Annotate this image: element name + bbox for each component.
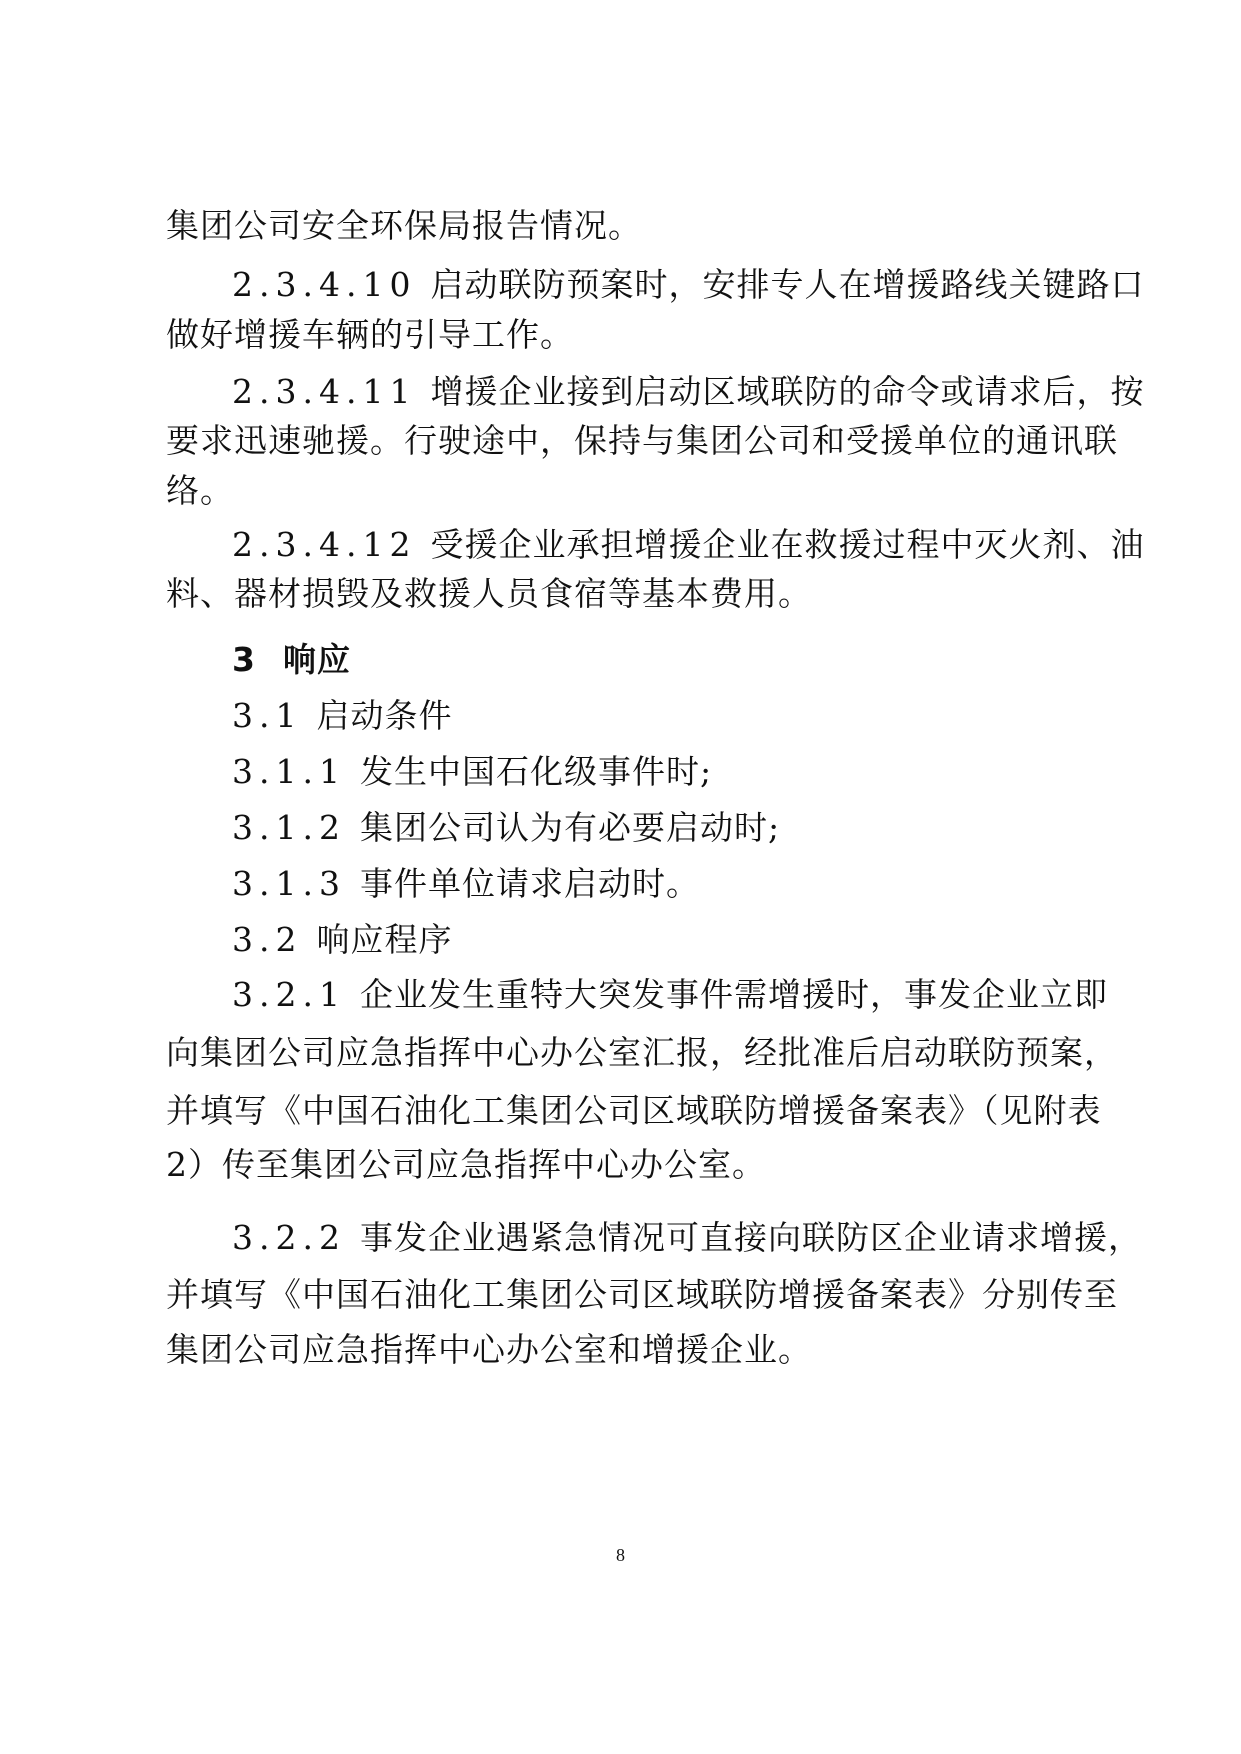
paragraph-2-3-4-10 xyxy=(232,265,1152,305)
section-title: 启动条件 xyxy=(316,696,453,735)
clause-text: 受援企业承担增援企业在救援过程中灭火剂、油 xyxy=(430,525,1145,564)
paragraph-2-3-4-12 xyxy=(232,525,1152,565)
clause-number: 3.1.1 xyxy=(232,752,346,791)
page-number: 8 xyxy=(616,1545,625,1565)
clause-3-1-2 xyxy=(232,808,1152,848)
text-line xyxy=(166,1091,1102,1131)
text-line xyxy=(166,471,1086,511)
clause-text: 发生中国石化级事件时; xyxy=(359,752,713,791)
section-title: 响应程序 xyxy=(316,920,453,959)
text-line xyxy=(166,1275,1118,1315)
text: 集团公司应急指挥中心办公室和增援企业。 xyxy=(166,1330,812,1369)
text-line xyxy=(166,1033,1118,1073)
clause-3-1-1 xyxy=(232,752,1152,792)
text: 集团公司安全环保局报告情况。 xyxy=(166,206,642,245)
text-line xyxy=(166,1145,1086,1185)
clause-3-2-2 xyxy=(232,1218,1152,1258)
subsection-3-1 xyxy=(232,696,1152,736)
text-line xyxy=(166,1330,1086,1370)
clause-number: 3.2.1 xyxy=(232,975,346,1014)
text: 做好增援车辆的引导工作。 xyxy=(166,315,574,354)
text: 并填写《中国石油化工集团公司区域联防增援备案表》分别传至 xyxy=(166,1275,1118,1314)
text-line xyxy=(166,421,1118,461)
clause-number: 3.2.2 xyxy=(232,1218,346,1257)
section-heading-3 xyxy=(232,640,1152,680)
clause-number: 2.3.4.10 xyxy=(232,265,417,304)
clause-number: 3.1.2 xyxy=(232,808,346,847)
subsection-3-2 xyxy=(232,920,1152,960)
section-number: 3.2 xyxy=(232,920,303,959)
clause-3-1-3 xyxy=(232,864,1152,904)
clause-text: 集团公司认为有必要启动时; xyxy=(359,808,781,847)
text: 并填写《中国石油化工集团公司区域联防增援备案表》（见附表 xyxy=(166,1091,1102,1130)
clause-text: 事件单位请求启动时。 xyxy=(359,864,700,903)
clause-text: 事发企业遇紧急情况可直接向联防区企业请求增援， xyxy=(359,1218,1142,1257)
text: 要求迅速驰援。行驶途中，保持与集团公司和受援单位的通讯联 xyxy=(166,421,1118,460)
section-number: 3.1 xyxy=(232,696,303,735)
text: 络。 xyxy=(166,471,234,510)
text: 向集团公司应急指挥中心办公室汇报，经批准后启动联防预案， xyxy=(166,1033,1118,1072)
clause-number: 3.1.3 xyxy=(232,864,346,903)
clause-number: 2.3.4.11 xyxy=(232,372,417,411)
clause-text: 增援企业接到启动区域联防的命令或请求后，按 xyxy=(430,372,1145,411)
text: 料、器材损毁及救援人员食宿等基本费用。 xyxy=(166,574,812,613)
clause-text: 企业发生重特大突发事件需增援时，事发企业立即 xyxy=(359,975,1108,1014)
text-line xyxy=(166,574,1086,614)
paragraph-2-3-4-11 xyxy=(232,372,1152,412)
section-title: 响应 xyxy=(282,640,351,679)
text: 2）传至集团公司应急指挥中心办公室。 xyxy=(166,1145,766,1184)
clause-3-2-1 xyxy=(232,975,1152,1015)
text-line xyxy=(166,315,1086,355)
clause-text: 启动联防预案时，安排专人在增援路线关键路口 xyxy=(430,265,1145,304)
text-line xyxy=(166,206,1086,246)
clause-number: 2.3.4.12 xyxy=(232,525,417,564)
section-number: 3 xyxy=(232,640,261,679)
